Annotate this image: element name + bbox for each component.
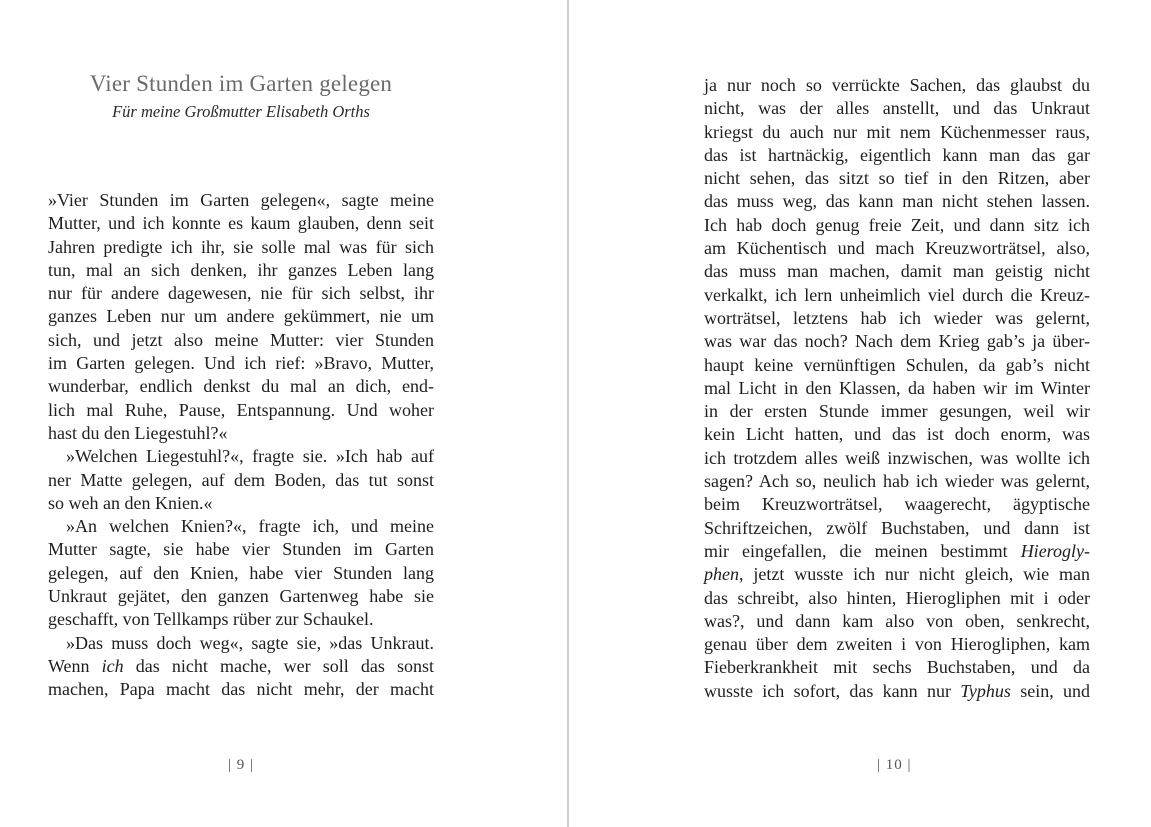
text-line: beim Kreuzworträtsel, waagerecht, ägyptische	[704, 494, 1090, 515]
italic-emphasis: phen	[704, 564, 739, 585]
text-line: »Welchen Liegestuhl?«, fragte sie. »Ich hab auf	[66, 446, 434, 467]
text-line-mixed	[704, 680, 1090, 703]
text-line: sagen? Ach so, neulich hab ich wieder was gelernt,	[704, 471, 1090, 492]
text-line: geschafft, von Tellkamps rüber zur Schaukel.	[48, 609, 374, 630]
text-line-mixed	[48, 655, 434, 678]
text-line-mixed	[704, 540, 1090, 563]
text-line: im Garten gelegen. Und ich rief: »Bravo, Mutter,	[48, 353, 434, 374]
text-line: Ich hab doch genug freie Zeit, und dann sitz ich	[704, 214, 1090, 235]
text-run: mir eingefallen, die meinen bestimmt	[704, 540, 1021, 561]
text-line: genau über dem zweiten i von Hierogliphen, kam	[704, 634, 1090, 655]
text-line: ganzes Leben nur um andere gekümmert, nie um	[48, 306, 434, 327]
text-line: nur für andere dagewesen, nie für sich selbst, ihr	[48, 283, 434, 304]
text-line: gelegen, auf den Knien, habe vier Stunden lang	[48, 562, 434, 583]
text-line: lich mal Ruhe, Pause, Entspannung. Und woher	[48, 399, 434, 420]
text-line: sich, und jetzt also meine Mutter: vier Stunden	[48, 329, 434, 350]
text-run: , jetzt wusste ich nur nicht gleich, wie man	[739, 564, 1090, 585]
text-line: nicht sehen, das sitzt so tief in den Ritzen, aber	[704, 168, 1090, 189]
text-run: sein, und	[1010, 680, 1090, 701]
left-page	[0, 0, 568, 827]
italic-emphasis: Typhus	[960, 680, 1011, 701]
text-line: ich trotzdem alles weiß inzwischen, was wollte ich	[704, 447, 1090, 468]
chapter-dedication: Für meine Großmutter Elisabeth Orths	[112, 102, 370, 121]
text-line: das schreibt, also hinten, Hierogliphen mit i oder	[704, 587, 1090, 608]
text-line: das ist hartnäckig, eigentlich kann man das gar	[704, 144, 1090, 165]
text-line: wunderbar, endlich denkst du mal an dich, end-	[48, 376, 434, 397]
text-line: kriegst du auch nur mit nem Küchenmesser raus,	[704, 121, 1090, 142]
left-body-text	[48, 189, 434, 702]
text-line: tun, mal an sich denken, ihr ganzes Leben lang	[48, 259, 434, 280]
text-line: verkalkt, ich lern unheimlich viel durch die Kreuz-	[704, 284, 1090, 305]
text-line: ner Matte gelegen, auf dem Boden, das tut sonst	[48, 469, 434, 490]
text-line: in der ersten Stunde immer gesungen, weil wir	[704, 401, 1090, 422]
text-line: hast du den Liegestuhl?«	[48, 422, 228, 443]
text-line: haupt keine vernünftigen Schulen, da gab’s nicht	[704, 354, 1090, 375]
text-line: Mutter, und ich konnte es kaum glauben, denn seit	[48, 213, 434, 234]
text-line: was war das noch? Nach dem Krieg gab’s ja über-	[704, 331, 1090, 352]
text-line: am Küchentisch und mach Kreuzworträtsel, also,	[704, 238, 1090, 259]
text-line: Jahren predigte ich ihr, sie solle mal was für sich	[48, 236, 434, 257]
text-line: ja nur noch so verrückte Sachen, das glaubst du	[704, 75, 1090, 95]
text-line: was?, und dann kam also von oben, senkrecht,	[704, 610, 1090, 631]
text-line: Fieberkrankheit mit sechs Buchstaben, und da	[704, 657, 1090, 678]
italic-emphasis: ich	[101, 655, 124, 676]
right-page	[571, 0, 1151, 827]
text-line: Mutter sagte, sie habe vier Stunden im Garten	[48, 539, 434, 560]
page-number: | 9 |	[228, 757, 255, 773]
text-line: Schriftzeichen, zwölf Buchstaben, und dann ist	[704, 517, 1090, 538]
text-run: das nicht mache, wer soll das sonst	[123, 655, 434, 676]
text-line: mal Licht in den Klassen, da haben wir im Winter	[704, 377, 1090, 398]
book-gutter	[567, 0, 569, 827]
text-line: worträtsel, letztens hab ich wieder was gelernt,	[704, 307, 1090, 328]
text-line: kein Licht hatten, und das ist doch enorm, was	[704, 424, 1090, 445]
italic-emphasis: Hierogly-	[1020, 540, 1090, 561]
page-number: | 10 |	[877, 757, 912, 773]
text-line: Unkraut gejätet, den ganzen Gartenweg habe sie	[48, 586, 434, 607]
text-line: das muss man machen, damit man geistig nicht	[704, 261, 1090, 282]
text-line: das muss weg, das kann man nicht stehen lassen.	[704, 191, 1090, 212]
text-run: wusste ich sofort, das kann nur	[704, 680, 961, 701]
text-line: »Das muss doch weg«, sagte sie, »das Unkraut.	[66, 632, 434, 653]
chapter-title: Vier Stunden im Garten gelegen	[89, 71, 393, 96]
text-line: machen, Papa macht das nicht mehr, der macht	[48, 679, 434, 700]
text-line: so weh an den Knien.«	[48, 492, 213, 513]
text-line: »Vier Stunden im Garten gelegen«, sagte meine	[48, 190, 434, 210]
text-line: nicht, was der alles anstellt, und das Unkraut	[704, 98, 1090, 119]
text-line-mixed	[704, 563, 1090, 586]
text-run: Wenn	[48, 655, 102, 676]
text-line: »An welchen Knien?«, fragte ich, und meine	[66, 516, 434, 537]
right-body-text	[704, 74, 1090, 703]
